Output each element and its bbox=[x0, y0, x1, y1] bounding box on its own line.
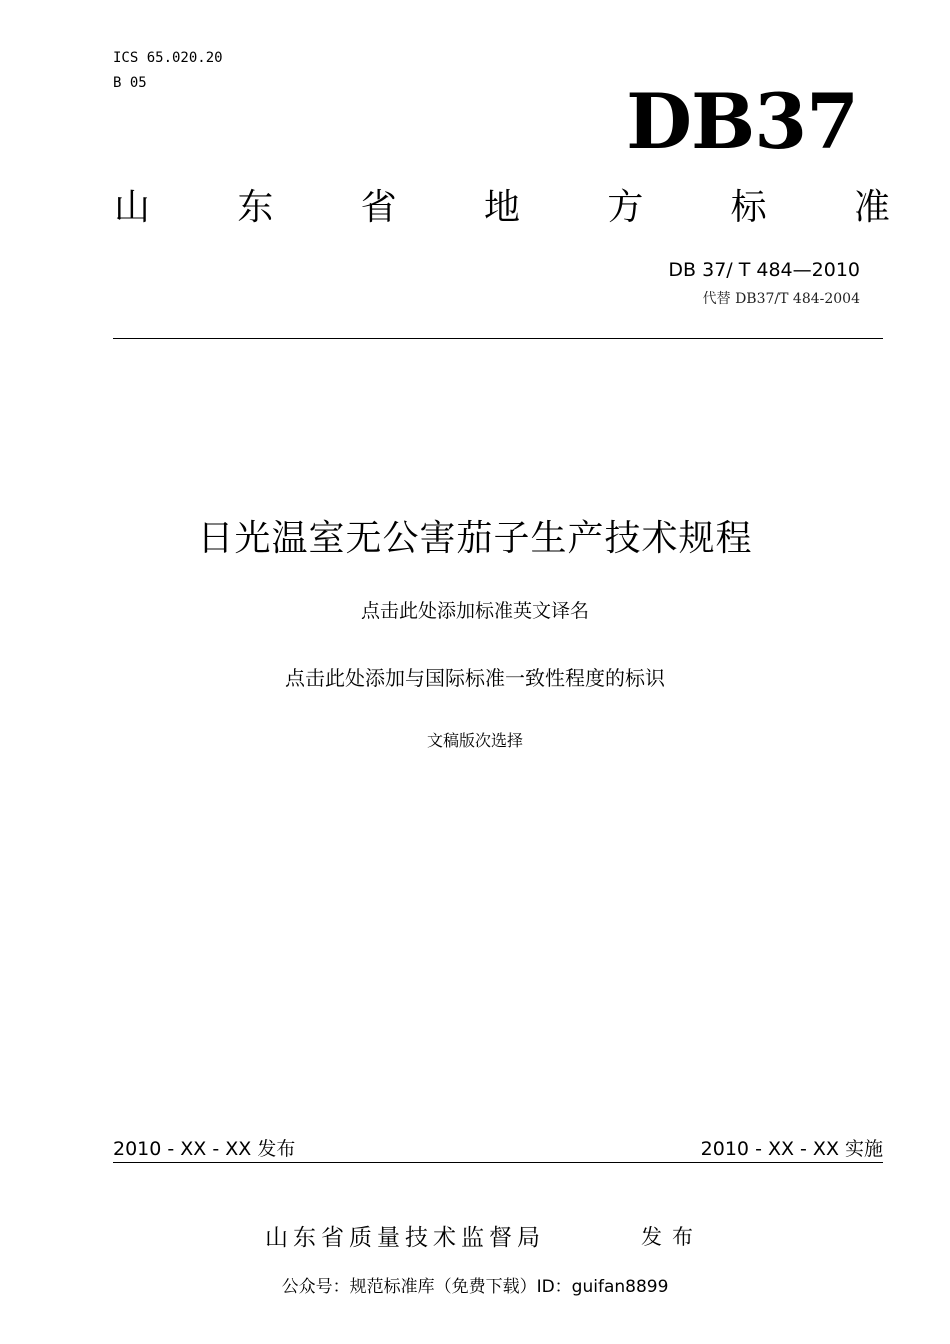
ccs-code: B 05 bbox=[113, 75, 147, 91]
consistency-placeholder[interactable]: 点击此处添加与国际标准一致性程度的标识 bbox=[285, 666, 665, 690]
db-logo: DB37 bbox=[626, 77, 858, 166]
standard-type-char: 标 bbox=[730, 187, 767, 228]
standard-code: DB 37/ T 484—2010 bbox=[668, 259, 860, 281]
implement-date: 2010 - XX - XX 实施 bbox=[700, 1138, 883, 1160]
english-title-placeholder[interactable]: 点击此处添加标准英文译名 bbox=[360, 600, 589, 622]
standard-type-char: 地 bbox=[483, 187, 520, 228]
issuer-action: 发布 bbox=[641, 1225, 703, 1249]
standard-type-char: 山 bbox=[114, 187, 151, 228]
header-divider bbox=[113, 338, 883, 339]
footer-note: 公众号：规范标准库（免费下载）ID：guifan8899 bbox=[281, 1277, 669, 1297]
ics-code: ICS 65.020.20 bbox=[113, 50, 223, 66]
standard-type bbox=[114, 186, 890, 230]
issue-date: 2010 - XX - XX 发布 bbox=[113, 1138, 296, 1160]
draft-version-select[interactable]: 文稿版次选择 bbox=[426, 731, 523, 750]
standard-type-char: 方 bbox=[607, 187, 644, 228]
document-title: 日光温室无公害茄子生产技术规程 bbox=[197, 518, 753, 559]
replaces-note: 代替 DB37/T 484-2004 bbox=[702, 291, 860, 307]
standard-type-char: 东 bbox=[237, 187, 274, 228]
issuer-name: 山东省质量技术监督局 bbox=[265, 1225, 545, 1251]
standard-type-char: 准 bbox=[853, 187, 890, 228]
standard-type-char: 省 bbox=[360, 187, 397, 228]
footer-divider bbox=[113, 1162, 883, 1163]
